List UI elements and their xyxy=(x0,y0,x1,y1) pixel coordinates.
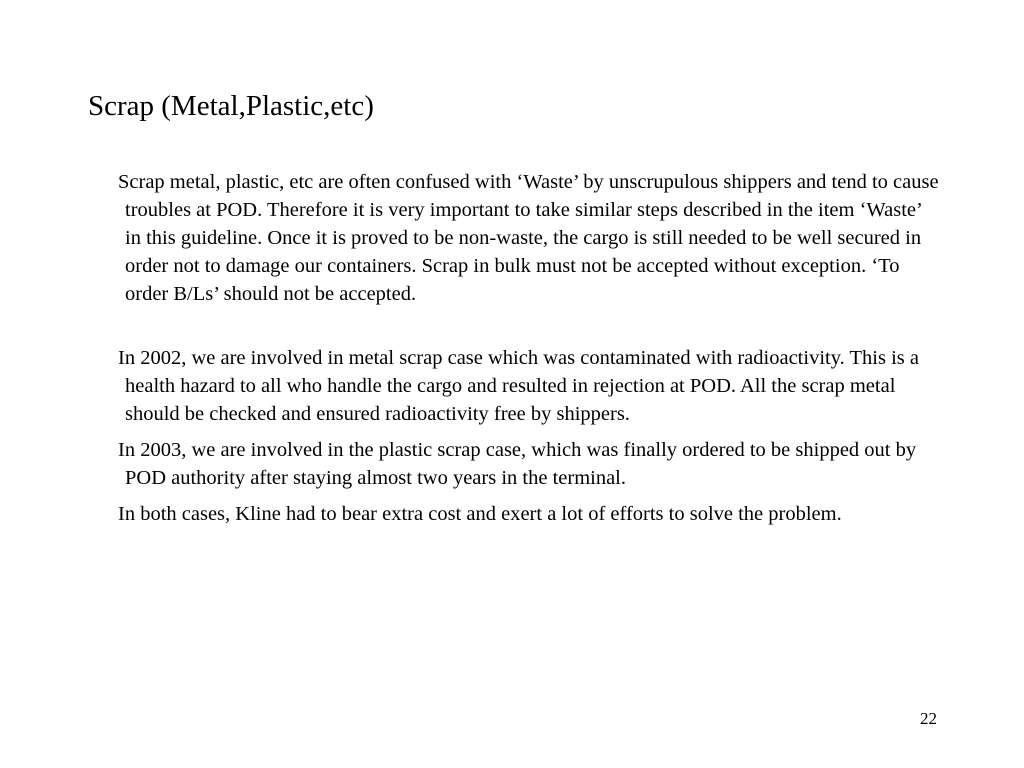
slide-title: Scrap (Metal,Plastic,etc) xyxy=(88,90,374,122)
page-number: 22 xyxy=(920,709,937,728)
slide-body xyxy=(118,168,940,528)
paragraph-2002-case: In 2002, we are involved in metal scrap case which was contaminated with radioactivity. This is a health hazard to all who handle the cargo and resulted in rejection at POD. All the scrap metal should be checked and ensured radioactivity free by shippers. xyxy=(118,347,919,425)
paragraph-conclusion: In both cases, Kline had to bear extra cost and exert a lot of efforts to solve the problem. xyxy=(118,503,842,525)
paragraph-2003-case: In 2003, we are involved in the plastic scrap case, which was finally ordered to be shipped out by POD authority after staying almost two years in the terminal. xyxy=(118,439,917,489)
paragraph-scrap-overview: Scrap metal, plastic, etc are often confused with ‘Waste’ by unscrupulous shippers and tend to cause troubles at POD. Therefore it is very important to take similar steps described in the item ‘Waste’ in this guideline. Once it is proved to be non-waste, the cargo is still needed to be well secured in order not to damage our containers. Scrap in bulk must not be accepted without exception. ‘To order B/Ls’ should not be accepted. xyxy=(118,171,939,305)
